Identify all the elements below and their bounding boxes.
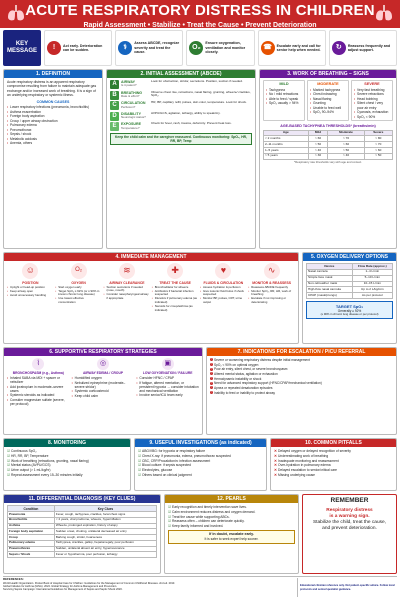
section-title: 3. WORK OF BREATHING – SIGNS (260, 70, 396, 78)
person-icon: ☺ (22, 263, 38, 279)
list-item: ☑ Continuous SpO₂ (7, 449, 127, 453)
section-title: 11. DIFFERENTIAL DIAGNOSIS (KEY CLUES) (4, 495, 160, 503)
pearls-list (168, 505, 295, 528)
inhaler-icon: ⌇ (32, 358, 44, 370)
list-item: ! Altered mental status, agitation or exhaustion (210, 372, 393, 376)
management-fluids: ♥ FLUIDS & CIRCULATION • Assess hydration & perfusion • Give isotonic fluid bolus if shock suspected • Monitor BP, pulses, CRT, urine output (200, 263, 247, 313)
supportive-failure: ▣ LOW OXYGENATION / FAILURE • Consider HFNC / CPAP • If fatigue, altered mentation, or persistent hypoxia → consider intubation and mechanical ventilation • Involve senior/ICU team early (136, 358, 199, 406)
table-row: Pulmonary edema Tachypnea, crackles, gallop, hepatomegaly, poor perfusion (8, 540, 157, 546)
section-title: 7. INDICATIONS FOR ESCALATION / PICU REFERRAL (207, 348, 396, 356)
oxygen-icon: O₂ (71, 263, 87, 279)
escalation-panel (206, 347, 397, 435)
differential-table: Condition Key Clues Pneumonia Fever, cough, tachypnea, crackles, focal chest signs Bronchiolitis < 2 years, viral prodrome, wheeze, hyperinflation Asthma Wheeze, prolonged expiration, history of atopy Foreign body aspiration Sudden onset, choking, unilateral decreased air entry Croup Barking cough, stridor, hoarseness Pulmonary edema Tachypnea, crackles, gallop, hepatomegaly, poor perfusion Pneumothorax Sudden, unilateral absent air entry, hyperresonance Sepsis / Shock Fever or hypothermia, poor perfusion, lethargy (7, 505, 157, 558)
key-message-item: ⚕ Assess ABCDE, recognize severity and treat the cause. (115, 30, 183, 66)
phone-icon: ☎ (261, 41, 275, 55)
table-row: Pneumonia Fever, cough, tachypnea, crackles, focal chest signs (8, 512, 157, 518)
table-row: Croup Barking cough, stridor, hoarseness (8, 535, 157, 541)
table-row: CPAP (mask/prongs) As per protocol (307, 293, 393, 299)
list-item: ☑ ABG/VBG: for hypoxia or respiratory failure (138, 449, 263, 453)
list-item: • Metabolic acidosis (7, 137, 99, 141)
management-treat: ✚ TREAT THE CAUSE • Bronchodilator for wheeze • Antibiotics if bacterial infection suspected • Diuretics if pulmonary edema (as indicated) • Steroids for croup/asthma (as indicated) (152, 263, 199, 313)
list-item: • Asthma exacerbation (7, 110, 99, 114)
escalate-box: If in doubt, escalate early. It is safer to seek expert help sooner. (168, 530, 295, 544)
list-item: ☑ Others based on clinical judgment (138, 473, 263, 477)
list-item: • Anemia, others (7, 141, 99, 145)
table-row: Pneumothorax Sudden, unilateral absent air entry, hyperresonance (8, 546, 157, 552)
list-item: • Croup / upper airway obstruction (7, 119, 99, 123)
supportive-croup: ◎ AIRWAY EDEMA / CROUP • Humidified oxygen • Nebulized epinephrine (moderate–severe stridor) • Systemic corticosteroid • Keep child calm (72, 358, 135, 406)
lungs-icon (6, 3, 26, 23)
causes-list (7, 105, 99, 145)
refresh-icon: ↻ (332, 41, 346, 55)
causes-title: COMMON CAUSES (36, 100, 70, 104)
key-message-item: O₂ Ensure oxygenation, ventilation and monitor closely. (186, 30, 254, 66)
monitoring-list (7, 449, 127, 477)
section-title: 4. IMMEDIATE MANAGEMENT (4, 253, 298, 261)
section-title: 1. DEFINITION (4, 70, 102, 78)
key-message-label: KEY MESSAGE (3, 30, 41, 66)
key-message-bar (3, 30, 397, 66)
stethoscope-icon: ⚕ (118, 41, 132, 55)
supportive-panel (3, 347, 203, 435)
remember-title: REMEMBER (330, 497, 369, 504)
list-item: ☑ Chest X-ray: if pneumonia, edema, pneumothorax suspected (138, 454, 263, 458)
definition-text: Acute respiratory distress is an apparent respiratory compromise resulting from failure to maintain adequate gas exchange and/or increased work of breathing. It is a sign of an underlying respiratory or systemic illness. (7, 80, 97, 97)
investigations-panel (134, 438, 267, 491)
tachypnea-note: *Respiratory rate thresholds vary with age and context. (294, 159, 362, 164)
list-item: • Pulmonary edema (7, 123, 99, 127)
abcde-row: E EXPOSURE Temperature? Check for fever, rash, trauma, deformity. Prevent heat loss. (110, 122, 252, 131)
list-item: ☑ Repeat assessment every 15–30 minutes initially (7, 473, 127, 477)
table-row: High-flow nasal cannula Up to 2 L/kg/min (307, 287, 393, 293)
supportive-bronchospasm: ⌇ BRONCHOSPASM (e.g., Asthma) • Inhaled SABA via MDI + spacer or nebulizer • Add ipratropium in moderate–severe cases • Systemic steroids as indicated • Consider magnesium sulfate (severe, per protocol) (7, 358, 70, 406)
reference-item: World Health Organization. Pocket Book of Hospital Care for Children: Guidelines for the Management of Common Childhood Illnesses. 2nd ed. 2013. (3, 581, 176, 585)
oxygen-table: Device Flow Rate (approx.) Nasal cannula 1–4 L/min Simple face mask 5–10 L/min Non-rebreather mask 10–15 L/min High-flow nasal cannula Up to 2 L/kg/min CPAP (mask/prongs) As per protocol (306, 263, 393, 299)
management-oxygen: O₂ OXYGEN • Start oxygen early • Target SpO₂ ≥ 92% (or ≥ 90% in known chronic lung disease) • Use lowest effective concentration (55, 263, 102, 313)
tachypnea-title: AGE-BASED TACHYPNEA THRESHOLDS* (breaths/min) (280, 124, 376, 129)
oxygen-delivery-panel (302, 252, 397, 344)
list-item: ! Inability to feed or inability to protect airway (210, 391, 393, 395)
list-item: ! SpO₂ < 90% on optimal oxygen (210, 363, 393, 367)
key-message-item: ☎ Escalate early and call for senior help when needed. (258, 30, 326, 66)
section-title: 6. SUPPORTIVE RESPIRATORY STRATEGIES (4, 348, 202, 356)
management-position: ☺ POSITION • Upright or head-up position • Keep airway open • Avoid unnecessary handling (7, 263, 54, 313)
target-spo2-box: TARGET SpO₂ Generally ≥ 92% (≥ 90% in chronic lung disease or per protocol) (306, 301, 393, 318)
list-item: ☑ Blood culture: if sepsis suspected (138, 463, 263, 467)
table-row: 2–11 months > 50 > 60 > 70 (264, 142, 393, 148)
table-row: 1–5 years > 40 > 50 > 60 (264, 148, 393, 154)
list-item: ☑ Keep family informed and involved. (168, 524, 295, 528)
lungs-icon (374, 3, 394, 23)
alert-icon: ! (47, 41, 61, 55)
list-item: ☑ CBC, CRP/Procalcitonin: infection assessment (138, 459, 263, 463)
abcde-row: A AIRWAY Is it patent? Look for obstruction, stridor, secretions. Position, suction if needed. (110, 80, 252, 89)
list-item: ☑ HR, RR, BP, Temperature (7, 454, 127, 458)
reference-item: Global Initiative for Asthma (GINA). 2024. Global Strategy for Asthma Management and Prevention. (3, 584, 118, 588)
list-item: ☑ Treat the cause while supporting ABCs. (168, 515, 295, 519)
wob-mild: MILD • Tachypnea • No / mild retractions • Able to feed / speak • SpO₂ usually > 94% (263, 80, 305, 121)
list-item: ☑ Early recognition and timely intervention save lives. (168, 505, 295, 509)
list-item: ! Need for advanced respiratory support (HFNC/CPAP/mechanical ventilation) (210, 381, 393, 385)
list-item: ☑ Electrolytes, glucose (138, 468, 263, 472)
section-title: 8. MONITORING (4, 439, 130, 447)
page-subtitle: Rapid Assessment • Stabilize • Treat the Cause • Prevent Deterioration (83, 21, 317, 29)
medical-cross-icon: ✚ (167, 263, 183, 279)
list-item: • Sepsis / shock (7, 132, 99, 136)
airway-icon: ≋ (119, 263, 135, 279)
list-item: ✕ Over-hydration in pulmonary edema (274, 463, 393, 467)
table-row: Foreign body aspiration Sudden onset, choking, unilateral decreased air entry (8, 529, 157, 535)
table-row: < 2 months > 60 > 70 > 80 (264, 136, 393, 142)
list-item: ✕ Delayed oxygen or delayed recognition of severity (274, 449, 393, 453)
list-item: ☑ Urine output (> 1 mL/kg/hr) (7, 468, 127, 472)
heart-icon: ♥ (215, 263, 231, 279)
table-row: Non-rebreather mask 10–15 L/min (307, 281, 393, 287)
table-row: Asthma Wheeze, prolonged expiration, history of atopy (8, 523, 157, 529)
disclaimer: Educational clinician reference only. Not patient-specific advice. Follow local protocols and senior/specialist guidance. (297, 578, 397, 597)
list-item: ! Poor air entry, silent chest, or severe bronchospasm (210, 367, 393, 371)
list-item: • Lower respiratory infections (pneumonia, bronchiolitis) (7, 105, 99, 109)
tachypnea-table: Age Mild Moderate Severe < 2 months > 60 > 70 > 80 2–11 months > 50 > 60 > 70 1–5 years > 40 > 50 > 60 > 5 years > 30 > 40 > 50 (263, 130, 393, 160)
definition-panel (3, 69, 103, 249)
pitfalls-list (274, 449, 393, 477)
differential-panel (3, 494, 161, 574)
page-header (0, 0, 400, 28)
list-item: ☑ Mental status (AVPU/GCS) (7, 463, 127, 467)
section-title: 9. USEFUL INVESTIGATIONS (as indicated) (135, 439, 266, 447)
section-title: 2. INITIAL ASSESSMENT (ABCDE) (107, 70, 255, 78)
ventilator-icon: ▣ (162, 358, 174, 370)
investigations-list (138, 449, 263, 477)
reference-item: Surviving Sepsis Campaign: International Guidelines for Management of Sepsis and Septic Shock 2020. (3, 588, 123, 592)
list-item: ✕ Inadequate monitoring and reassessment (274, 459, 393, 463)
list-item: ✕ Underestimating work of breathing (274, 454, 393, 458)
airway-icon: ◎ (97, 358, 109, 370)
monitoring-panel (3, 438, 131, 491)
pitfalls-panel (270, 438, 397, 491)
abcde-panel (106, 69, 256, 249)
wob-moderate: MODERATE • Marked tachypnea • Chest indrawing • Nasal flaring • Grunting • Unable to feed well • SpO₂ 90–94% (307, 80, 349, 121)
references: REFERENCES: World Health Organization. Pocket Book of Hospital Care for Children: Guidelines for the Management of Common Childhood Illnesses. 2nd ed. 2013. Global Initiative for Asthma (GINA). 2024. Global Strategy for Asthma Management and Prevention. Surviving Sepsis Campaign: International Guidelines for Management of Sepsis and Septic Shock 2020. Educational clinician reference only. Not patient-specific advice. Follow local protocols and senior/specialist guidance. (3, 576, 397, 597)
table-row: Nasal cannula 1–4 L/min (307, 269, 393, 275)
list-item: ! Severe or worsening respiratory distress despite initial management (210, 358, 393, 362)
list-item: ✕ Missing underlying cause (274, 473, 393, 477)
abcde-row: B BREATHING Rate & effort? Observe chest rise, retractions, nasal flaring, grunting, wheeze/ crackles, SpO₂. (110, 91, 252, 100)
remember-box: REMEMBER Respiratory distress is a warning sign. Stabilize the child, treat the cause, and prevent deterioration. (302, 494, 397, 574)
abcde-footer: Keep the child calm and the caregiver reassured. Continuous monitoring: SpO₂, HR, RR, BP, Temp (110, 133, 252, 145)
key-message-item: ! Act early. Deterioration can be sudden. (44, 30, 112, 66)
abcde-row: C CIRCULATION Perfusion? HR, BP, capillary refill, pulses, skin color, temperature. Look for shock. (110, 101, 252, 110)
wob-severe: SEVERE • Very fast breathing • Severe retractions • Head bobbing • Silent chest / very poor air entry • Cyanosis, exhaustion • SpO₂ < 90% (351, 80, 393, 121)
key-message-item: ↻ Reassess frequently and adjust support. (329, 30, 397, 66)
management-monitor: ∿ MONITOR & REASSESS • Reassess ABCDE frequently • Monitor SpO₂, RR, HR, work of breathing • Escalate if not improving or deteriorating (248, 263, 295, 313)
list-item: ✕ Delayed escalation to senior/critical care (274, 468, 393, 472)
section-title: 5. OXYGEN DELIVERY OPTIONS (303, 253, 396, 261)
table-row: Bronchiolitis < 2 years, viral prodrome, wheeze, hyperinflation (8, 517, 157, 523)
oxygen-icon: O₂ (189, 41, 203, 55)
list-item: ! Apnea or repeated desaturation episodes (210, 386, 393, 390)
table-row: Simple face mask 5–10 L/min (307, 275, 393, 281)
list-item: • Foreign body aspiration (7, 114, 99, 118)
work-of-breathing-panel (259, 69, 397, 249)
pearls-panel (164, 494, 299, 574)
monitor-icon: ∿ (264, 263, 280, 279)
list-item: ☑ Work of breathing (retractions, grunting, nasal flaring) (7, 459, 127, 463)
abcde-row: D DISABILITY Neurologic status? AVPU/GCS, agitation, lethargy, ability to speak/cry. (110, 112, 252, 121)
list-item: • Pneumothorax (7, 128, 99, 132)
management-panel (3, 252, 299, 344)
escalation-list (210, 358, 393, 395)
page-title: ACUTE RESPIRATORY DISTRESS IN CHILDREN (25, 2, 375, 19)
table-row: Sepsis / Shock Fever or hypothermia, poor perfusion, lethargy (8, 552, 157, 558)
list-item: ☑ Calm environment reduces distress and oxygen demand. (168, 510, 295, 514)
table-row: > 5 years > 30 > 40 > 50 (264, 153, 393, 159)
section-title: 12. PEARLS (165, 495, 298, 503)
management-airway: ≋ AIRWAY CLEARANCE • Suction secretions if needed (nose, mouth) • Consider nasopharyngeal airway if appropriate (104, 263, 151, 313)
list-item: ! Hemodynamic instability or shock (210, 377, 393, 381)
list-item: ☑ Reassess often – children can deteriorate quickly. (168, 519, 295, 523)
section-title: 10. COMMON PITFALLS (271, 439, 396, 447)
